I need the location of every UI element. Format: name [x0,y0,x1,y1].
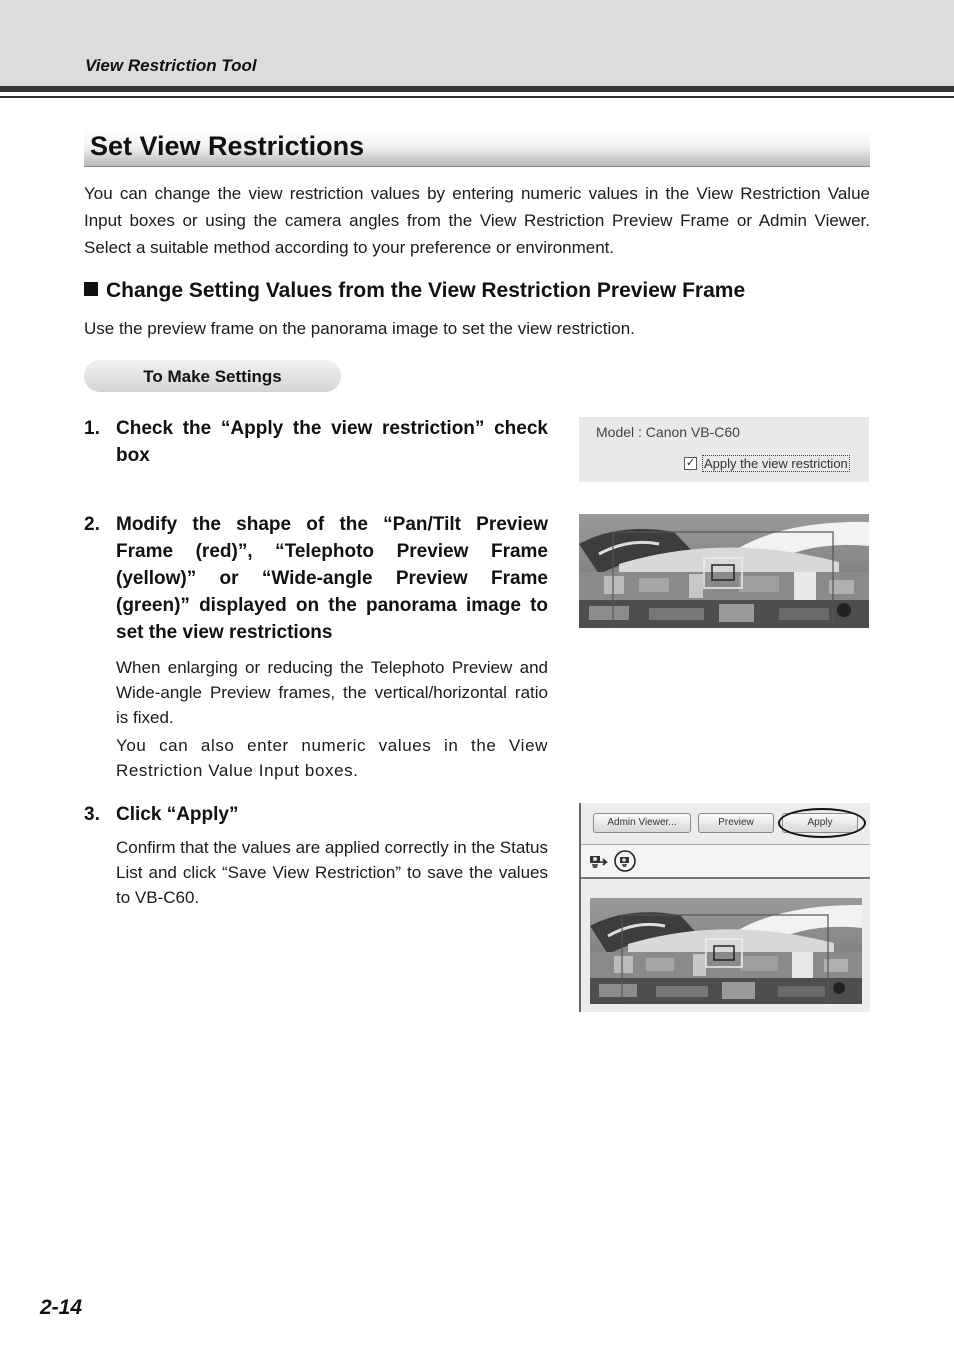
step-2-title: Modify the shape of the “Pan/Tilt Preview Frame (red)”, “Telephoto Preview Frame (yellow)” or “Wide-angle Preview Frame (green)” displayed on the panorama image to set the view restrictions [116,514,548,643]
header-rule-thick [0,86,954,92]
screenshot-apply-panel [579,803,870,1012]
header-section-title: View Restriction Tool [85,56,257,75]
black-square-icon [84,282,98,296]
camera-circled-icon[interactable] [614,850,636,872]
apply-highlight-ring [778,808,866,838]
camera-arrow-icon[interactable] [587,850,609,872]
step-1-number: 1. [84,418,100,439]
apply-restriction-label[interactable]: Apply the view restriction [704,456,848,471]
subsection-heading-text: Change Setting Values from the View Restriction Preview Frame [106,279,746,302]
section-title-bar [84,130,870,167]
model-label: Model : Canon VB-C60 [596,424,740,440]
preview-button[interactable]: Preview [698,813,774,833]
to-make-settings-label [84,360,341,392]
apply-button[interactable]: Apply [782,813,858,833]
step-3-note: Confirm that the values are applied correctly in the Status List and click “Save View Restriction” to save the values to VB-C60. [116,838,548,907]
header-rule-thin [0,96,954,98]
step-3-title: Click “Apply” [116,804,239,825]
step-2-note-1: When enlarging or reducing the Telephoto Preview and Wide-angle Preview frames, the vertical/horizontal ratio is fixed. [116,658,548,727]
viewer-toolbar [581,844,870,879]
step-2-note-2: You can also enter numeric values in the View Restriction Value Input boxes. [116,736,548,780]
apply-restriction-checkbox[interactable]: ✓ [685,457,696,469]
panorama-image [579,514,869,628]
admin-viewer-button[interactable]: Admin Viewer... [593,813,691,833]
apply-panel-panorama [590,898,862,1004]
subsection-heading [84,279,745,303]
step-3-number: 3. [84,804,100,825]
step-2-number: 2. [84,514,100,535]
step-1-title: Check the “Apply the view restriction” check box [116,418,548,466]
screenshot-apply-checkbox [579,417,869,482]
page-number: 2-14 [40,1296,83,1319]
pill-text: To Make Settings [143,367,282,386]
section-intro: You can change the view restriction values by entering numeric values in the View Restriction Value Input boxes or using the camera angles from the View Restriction Preview Frame or Admin Viewer. Select a suitable method according to your preference or environment. [84,184,870,257]
screenshot-panorama [579,514,869,628]
page-title: Set View Restrictions [90,131,365,161]
subsection-intro: Use the preview frame on the panorama image to set the view restriction. [84,319,635,338]
